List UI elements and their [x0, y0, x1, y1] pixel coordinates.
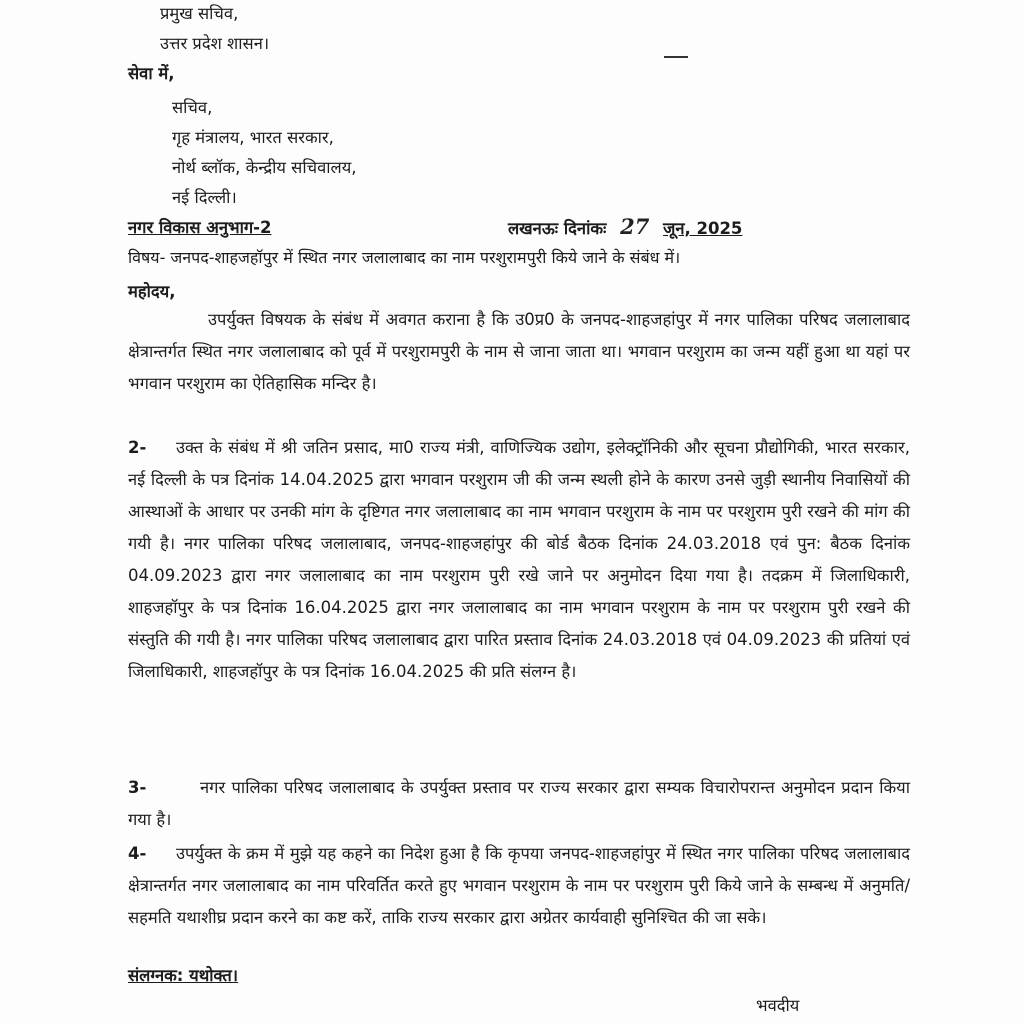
date-line	[508, 214, 743, 239]
closing-line: भवदीय	[756, 996, 800, 1015]
from-office: उत्तर प्रदेश शासन।	[160, 34, 270, 53]
date-rest: जून, 2025	[663, 219, 743, 238]
to-line-1: सचिव,	[172, 98, 213, 117]
subject-line: विषय- जनपद-शाहजहॉपुर में स्थित नगर जलालाबाद का नाम परशुरामपुरी किये जाने के संबंध में।	[128, 248, 681, 267]
to-heading: सेवा में,	[128, 64, 175, 83]
section-heading: नगर विकास अनुभाग-2	[128, 218, 272, 237]
date-prefix: लखनऊः दिनांकः	[508, 219, 607, 238]
salutation: महोदय,	[128, 282, 176, 301]
paragraph-1	[128, 304, 910, 400]
paragraph-2-number: 2-	[128, 438, 147, 457]
enclosure-line: संलग्नक: यथोक्त।	[128, 966, 239, 985]
paragraph-3	[128, 772, 910, 836]
paragraph-4-number: 4-	[128, 844, 147, 863]
paragraph-3-text: नगर पालिका परिषद जलालाबाद के उपर्युक्त प्रस्ताव पर राज्य सरकार द्वारा सम्यक विचारोपरान्त अनुमोदन प्रदान किया गया है।	[128, 778, 910, 829]
to-line-4: नई दिल्ली।	[172, 188, 237, 207]
paragraph-1-text: उपर्युक्त विषयक के संबंध में अवगत कराना है कि उ0प्र0 के जनपद-शाहजहांपुर में नगर पालिका परिषद जलालाबाद क्षेत्रान्तर्गत स्थित नगर जलालाबाद को पूर्व में परशुरामपुरी के नाम से जाना जाता था। भगवान परशुराम का जन्म यहीं हुआ था यहां पर भगवान परशुराम का ऐतिहासिक मन्दिर है।	[128, 310, 910, 393]
paragraph-2	[128, 432, 910, 688]
paragraph-3-number: 3-	[128, 778, 147, 797]
to-line-3: नोर्थ ब्लॉक, केन्द्रीय सचिवालय,	[172, 158, 357, 177]
date-day: 27	[620, 214, 650, 239]
from-designation: प्रमुख सचिव,	[160, 4, 239, 23]
to-line-2: गृह मंत्रालय, भारत सरकार,	[172, 128, 334, 147]
paragraph-2-text: उक्त के संबंध में श्री जतिन प्रसाद, मा0 राज्य मंत्री, वाणिज्यिक उद्योग, इलेक्ट्रॉनिकी और सूचना प्रौद्योगिकी, भारत सरकार, नई दिल्ली के पत्र दिनांक 14.04.2025 द्वारा भगवान परशुराम जी की जन्म स्थली होने के कारण उनसे जुड़ी स्थानीय निवासियों की आस्थाओं के आधार पर उनकी मांग के दृष्टिगत नगर जलालाबाद का नाम भगवान परशुराम के नाम पर परशुराम पुरी रखने की मांग की गयी है। नगर पालिका परिषद जलालाबाद, जनपद-शाहजहांपुर की बोर्ड बैठक दिनांक 24.03.2018 एवं पुन: बैठक दिनांक 04.09.2023 द्वारा नगर जलालाबाद का नाम परशुराम पुरी रखे जाने पर अनुमोदन दिया गया है। तदक्रम में जिलाधिकारी, शाहजहॉपुर के पत्र दिनांक 16.04.2025 द्वारा नगर जलालाबाद का नाम भगवान परशुराम के नाम पर परशुराम पुरी रखने की संस्तुति की गयी है। नगर पालिका परिषद जलालाबाद द्वारा पारित प्रस्ताव दिनांक 24.03.2018 एवं 04.09.2023 की प्रतियां एवं जिलाधिकारी, शाहजहॉपुर के पत्र दिनांक 16.04.2025 की प्रति संलग्न है।	[128, 438, 910, 681]
paragraph-4	[128, 838, 910, 934]
pen-mark	[664, 56, 688, 58]
paragraph-4-text: उपर्युक्त के क्रम में मुझे यह कहने का निदेश हुआ है कि कृपया जनपद-शाहजहांपुर में स्थित नगर पालिका परिषद जलालाबाद क्षेत्रान्तर्गत नगर जलालाबाद का नाम परिवर्तित करते हुए भगवान परशुराम के नाम पर परशुराम पुरी किये जाने के सम्बन्ध में अनुमति/सहमति यथाशीघ्र प्रदान करने का कष्ट करें, ताकि राज्य सरकार द्वारा अग्रेतर कार्यवाही सुनिश्चित की जा सके।	[128, 844, 910, 927]
